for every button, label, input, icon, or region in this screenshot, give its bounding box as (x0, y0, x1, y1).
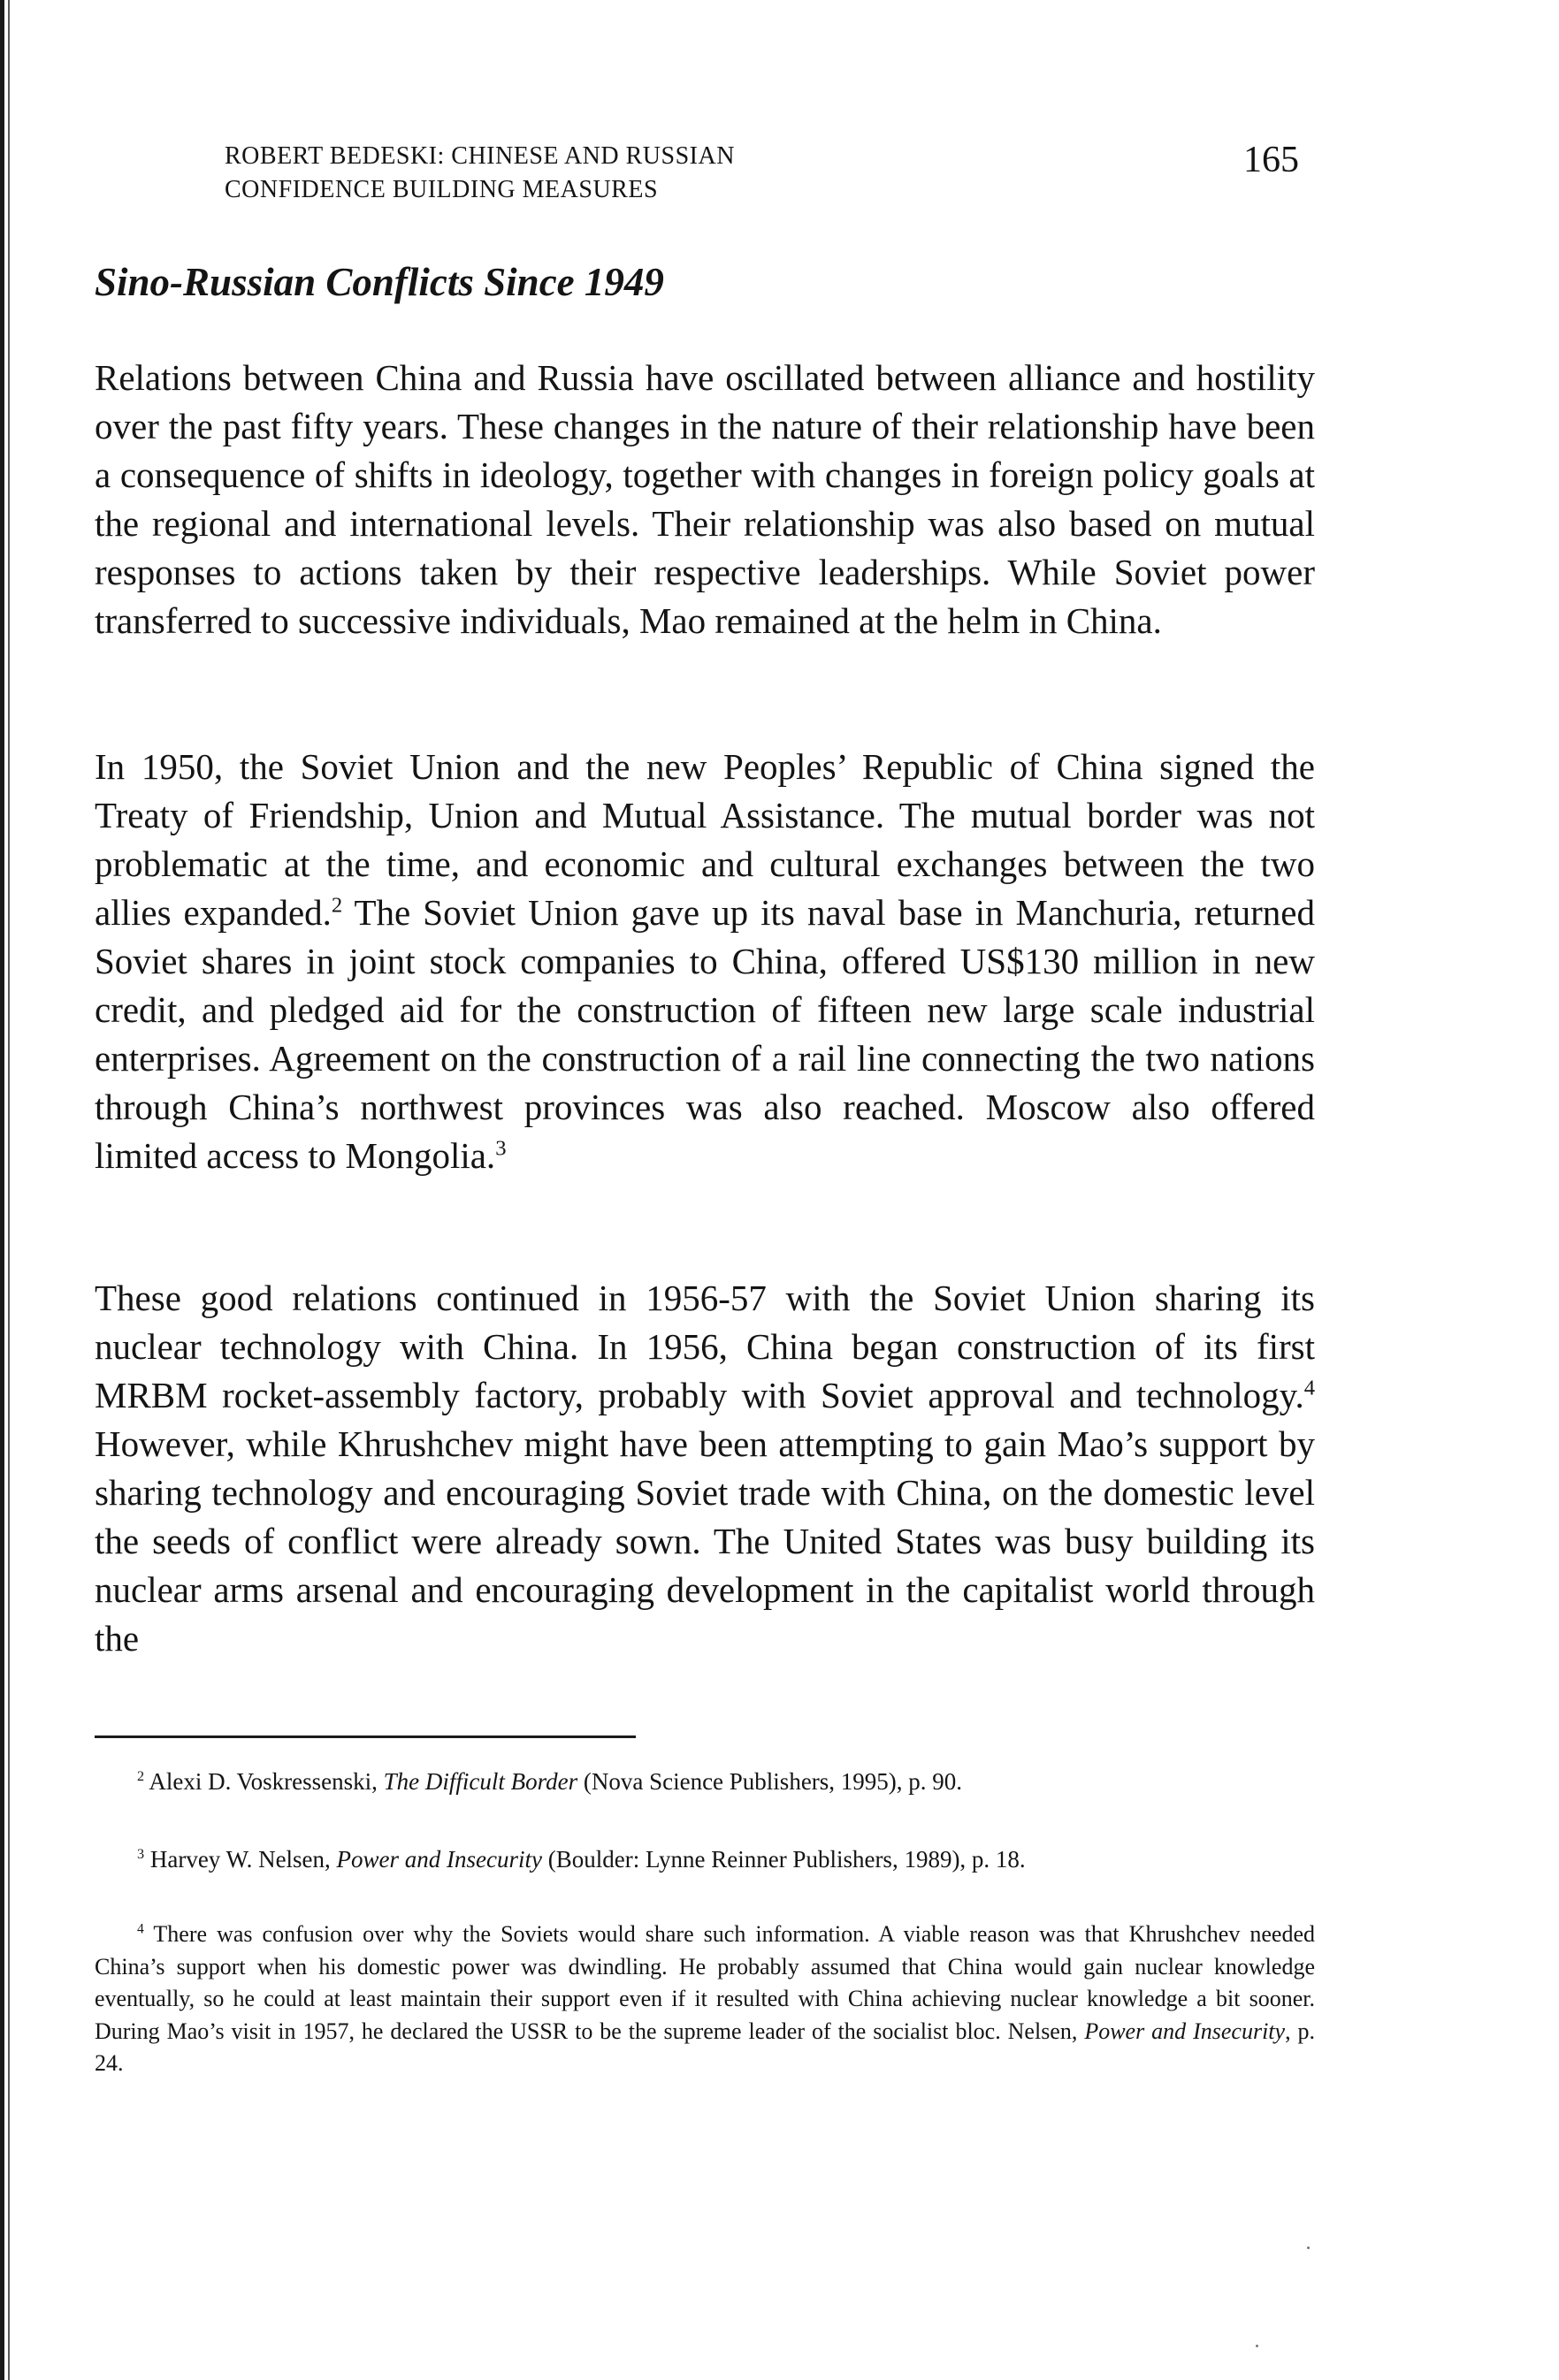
running-head (225, 140, 735, 207)
footnote-text: , p. 24. (95, 2018, 1316, 2076)
footnote-text: Harvey W. Nelsen, (149, 1846, 337, 1873)
footnote-marker: 2 (137, 1768, 145, 1784)
footnote-book-title: Power and Insecurity (336, 1846, 542, 1873)
running-head-subtitle: CONFIDENCE BUILDING MEASURES (225, 176, 659, 203)
footnote-text: (Boulder: Lynne Reinner Publishers, 1989), p. 18. (542, 1846, 1026, 1873)
paragraph-text: In 1950, the Soviet Union and the new Peoples’ Republic of China signed the Treaty of Friendship, Union and Mutual Assistance. The mutual border was not problematic at the time, and economic and cultural exchanges between the two allies expanded. (95, 746, 1315, 933)
paragraph-text: Relations between China and Russia have oscillated between alliance and hostility over the past fifty years. These changes in the nature of their relationship have been a consequence of shifts in ideology, together with changes in foreign policy goals at the regional and international levels. Their relationship was also based on mutual responses to actions taken by their respective leaderships. While Soviet power transferred to successive individuals, Mao remained at the helm in China. (95, 357, 1315, 641)
footnote-book-title: The Difficult Border (383, 1768, 578, 1795)
page-edge-shadow (0, 0, 4, 2380)
scan-speck (1307, 2247, 1310, 2249)
footnote-2 (95, 1765, 1315, 1798)
running-head-author-title: ROBERT BEDESKI: CHINESE AND RUSSIAN (225, 142, 735, 170)
footnote-marker: 4 (137, 1921, 144, 1937)
footnote-text: There was confusion over why the Soviets would share such information. A viable reason was that Khrushchev needed China’s support when his domestic power was dwindling. He probably assumed that China would gain nuclear knowledge eventually, so he could at least maintain their support even if it resulted with China achieving nuclear knowledge a bit sooner. During Mao’s visit in 1957, he declared the USSR to be the supreme leader of the socialist bloc. Nelsen, (95, 1921, 1315, 2044)
page-edge-line (8, 0, 10, 2380)
footnote-divider (95, 1735, 636, 1738)
footnote-text: (Nova Science Publishers, 1995), p. 90. (577, 1768, 963, 1795)
footnote-book-title: Power and Insecurity (1084, 2018, 1286, 2044)
page-number: 165 (1243, 140, 1299, 180)
body-paragraph-3 (95, 1274, 1315, 1663)
body-paragraph-1 (95, 354, 1315, 645)
footnote-reference: 3 (495, 1136, 507, 1161)
paragraph-text: These good relations continued in 1956-57 with the Soviet Union sharing its nuclear technology with China. In 1956, China began construction of its first MRBM rocket-assembly factory, probably with Soviet approval and technology. (95, 1278, 1315, 1415)
footnote-marker: 3 (137, 1846, 145, 1862)
paragraph-text: The Soviet Union gave up its naval base in Manchuria, returned Soviet shares in joint stock companies to China, offered US$130 million in new credit, and pledged aid for the construction of fifteen new large scale industrial enterprises. Agreement on the construction of a rail line connecting the two nations through China’s northwest provinces was also reached. Moscow also offered limited access to Mongolia. (95, 892, 1315, 1176)
footnote-3 (95, 1842, 1315, 1876)
footnote-4 (95, 1918, 1315, 2080)
section-heading: Sino-Russian Conflicts Since 1949 (95, 260, 664, 304)
scan-speck (1256, 2345, 1258, 2347)
footnote-text: Alexi D. Voskressenski, (149, 1768, 384, 1795)
footnote-reference: 4 (1303, 1376, 1315, 1400)
body-paragraph-2 (95, 743, 1315, 1180)
paragraph-text: However, while Khrushchev might have been attempting to gain Mao’s support by sharing technology and encouraging Soviet trade with China, on the domestic level the seeds of conflict were already sown. The United States was busy building its nuclear arms arsenal and encouraging development in the capitalist world through the (95, 1423, 1315, 1659)
footnote-reference: 2 (331, 893, 343, 918)
